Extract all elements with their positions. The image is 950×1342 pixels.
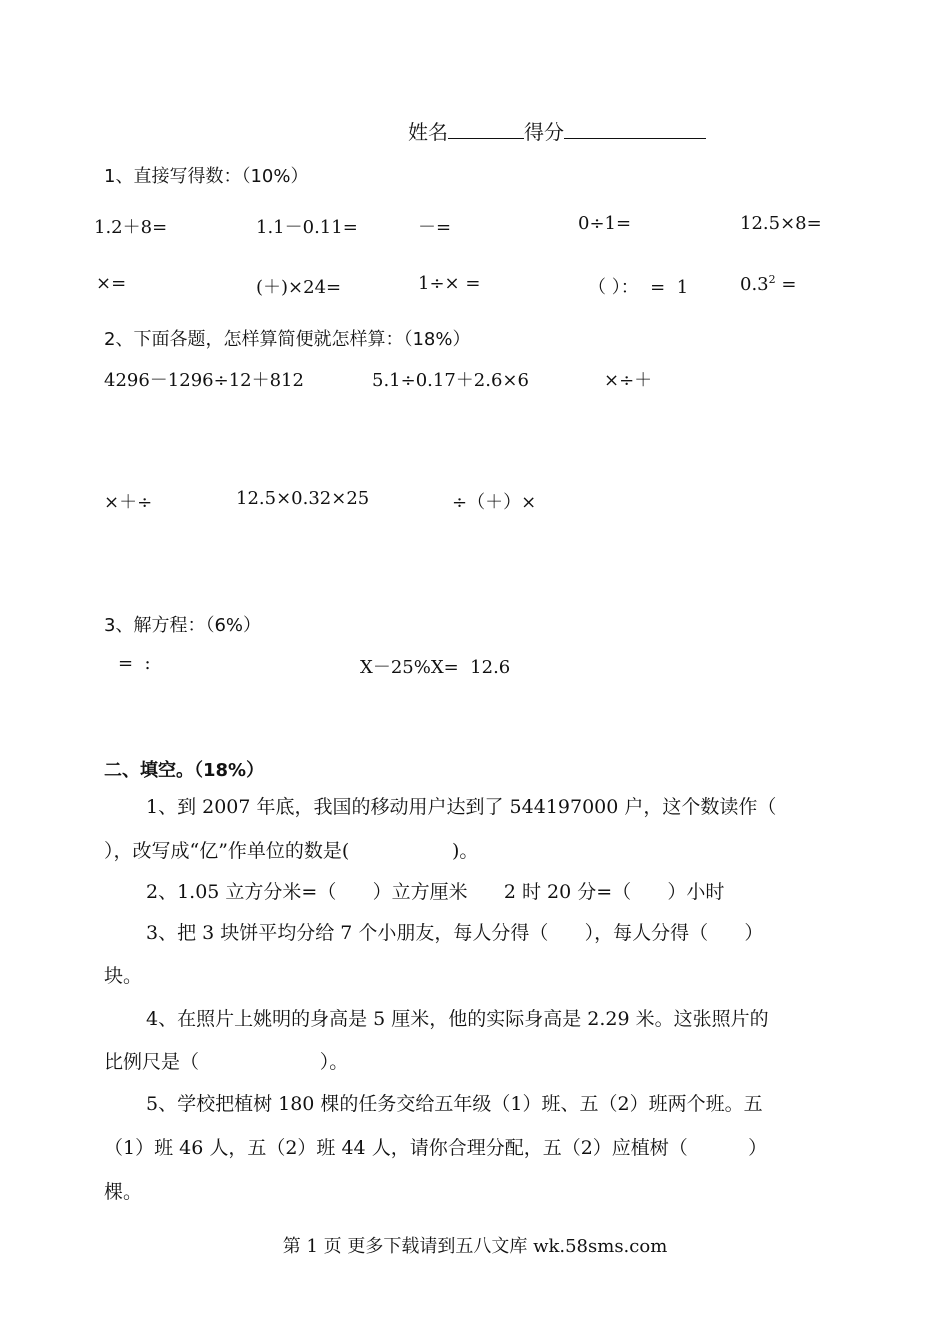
section1-item-3: －= (418, 217, 452, 238)
section2-item-1: 4296－1296÷12＋812 (104, 370, 304, 391)
power-tail: = (775, 274, 797, 295)
part2-heading: 二、填空。（18%） (104, 760, 265, 781)
section1-item-1: 1.2＋8= (94, 217, 168, 238)
score-blank[interactable] (564, 118, 706, 139)
equation-2: X－25%X= 12.6 (360, 657, 511, 678)
q5-line-3: 棵。 (104, 1181, 143, 1203)
section1-item-5: 12.5×8= (740, 213, 822, 234)
q1-line-2: ），改写成“亿”作单位的数是( )。 (104, 840, 479, 862)
q3-line-1: 3、把 3 块饼平均分给 7 个小朋友，每人分得（ ），每人分得（ ） (146, 922, 764, 944)
section1-item-6: ×= (96, 273, 127, 294)
section1-item-9: （ ）： = 1 (588, 277, 689, 298)
name-label: 姓名 (408, 120, 448, 144)
q5-line-1: 5、学校把植树 180 棵的任务交给五年级（1）班、五（2）班两个班。五 (146, 1093, 763, 1115)
section2-item-2: 5.1÷0.17＋2.6×6 (372, 370, 529, 391)
name-score-line (408, 116, 706, 145)
section2-item-3: ×÷＋ (604, 370, 653, 391)
section1-item-2: 1.1－0.11= (256, 217, 358, 238)
section1-item-4: 0÷1= (578, 213, 632, 234)
section1-item-8: 1÷× = (418, 273, 481, 294)
q2-line: 2、1.05 立方分米=（ ）立方厘米 2 时 20 分=（ ）小时 (146, 881, 725, 903)
section1-item-10 (740, 273, 796, 295)
page-footer: 第 1 页 更多下载请到五八文库 wk.58sms.com (282, 1236, 668, 1257)
q4-line-1: 4、在照片上姚明的身高是 5 厘米，他的实际身高是 2.29 米。这张照片的 (146, 1008, 769, 1030)
section2-item-4: ×＋÷ (104, 492, 153, 513)
q3-line-2: 块。 (104, 965, 143, 987)
section1-heading: 1、直接写得数：（10%） (104, 166, 309, 187)
score-label: 得分 (524, 120, 564, 144)
equation-1: = : (118, 653, 151, 674)
q4-line-2: 比例尺是（ ）。 (104, 1051, 349, 1073)
name-blank[interactable] (448, 118, 524, 139)
q1-line-1: 1、到 2007 年底，我国的移动用户达到了 544197000 户，这个数读作（ (146, 796, 777, 818)
q5-line-2: （1）班 46 人，五（2）班 44 人，请你合理分配，五（2）应植树（ ） (104, 1137, 768, 1159)
section2-item-5: 12.5×0.32×25 (236, 488, 370, 509)
section2-item-6: ÷（＋）× (452, 492, 537, 513)
section2-heading: 2、下面各题，怎样算简便就怎样算：（18%） (104, 329, 471, 350)
section3-heading: 3、解方程：（6%） (104, 615, 262, 636)
power-base: 0.3 (740, 274, 769, 295)
power-exponent: 2 (768, 273, 776, 286)
section1-item-7: (＋)×24= (256, 277, 342, 298)
